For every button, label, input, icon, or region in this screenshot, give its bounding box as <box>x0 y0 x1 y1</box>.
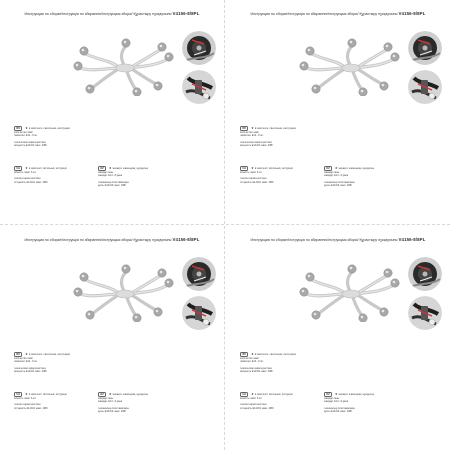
ru-line: в комплекте: светильник, инструкция <box>28 127 70 130</box>
kz-line: шамдар саны <box>324 397 340 401</box>
ua-line: кількість ламп: 8 шт. <box>240 171 263 175</box>
kz-line: шамдар саны <box>324 171 340 175</box>
ua-line: потужність E14/G9: макс. 40Вт <box>14 180 48 184</box>
lamp-fixture-illustration <box>70 262 182 322</box>
instruction-card <box>0 226 224 450</box>
language-badge: UA <box>240 392 248 397</box>
ua-line: технічні характеристики <box>240 177 267 181</box>
language-badge: RU <box>240 352 248 357</box>
ua-line: потужність E14/G9: макс. 40Вт <box>240 180 274 184</box>
kz-line: қуаты E14/G9: макс. 40Вт <box>324 183 353 187</box>
lamp-fixture-illustration <box>296 262 408 322</box>
section-ua <box>240 166 293 184</box>
star-icon: ★ <box>25 166 28 170</box>
kz-line: шамдар саны <box>98 171 114 175</box>
section-ua <box>14 166 67 184</box>
language-badge: KZ <box>98 392 106 397</box>
language-badge: KZ <box>324 392 332 397</box>
section-ru <box>14 126 70 147</box>
kz-line: техникалық сипаттамалары <box>324 180 355 184</box>
ua-line: в комплекті: світильник, інструкція <box>28 393 67 396</box>
mounting-detail-photo <box>408 70 442 104</box>
language-badge: RU <box>14 352 22 357</box>
ru-line: мощность E14/G9: макс. 40Вт <box>240 369 274 373</box>
kz-line: жинақта: шамшырақ, нұсқаулық <box>338 393 374 396</box>
ru-line: лампочки: E14 - 8 шт. <box>240 134 264 138</box>
ru-line: в комплекте: светильник, инструкция <box>254 127 296 130</box>
star-icon: ★ <box>334 166 338 170</box>
instruction-card <box>0 0 224 224</box>
card-title <box>0 11 224 16</box>
star-icon: ★ <box>108 166 112 170</box>
ru-line: лампочки: E14 - 8 шт. <box>14 360 38 364</box>
kz-line: шамдар: E14 - 8 дана <box>98 400 123 404</box>
star-icon: ★ <box>251 352 254 356</box>
ua-line: в комплекті: світильник, інструкція <box>28 167 67 170</box>
kz-line: шамдар: E14 - 8 дана <box>98 174 123 178</box>
star-icon: ★ <box>251 126 254 130</box>
star-icon: ★ <box>25 126 28 130</box>
card-title <box>226 11 450 16</box>
model-code: V4156-8/8PL <box>398 237 426 242</box>
language-badge: UA <box>14 392 22 397</box>
ru-line: количество ламп <box>14 131 33 135</box>
section-ua <box>240 392 293 410</box>
ru-line: лампочки: E14 - 8 шт. <box>240 360 264 364</box>
section-kz <box>98 166 148 187</box>
mounting-detail-photo <box>182 70 216 104</box>
model-code: V4156-8/8PL <box>172 237 200 242</box>
title-text: Инструкция по сборке/Інструкція по збиранню/Інструкцыя зборкі/ Құрастыру нұсқаулығы <box>250 12 398 16</box>
ru-line: количество ламп <box>240 131 259 135</box>
kz-line: техникалық сипаттамалары <box>98 180 129 184</box>
language-badge: KZ <box>324 166 332 171</box>
star-icon: ★ <box>334 392 338 396</box>
title-text: Инструкция по сборке/Інструкція по збиранню/Інструкцыя зборкі/ Құрастыру нұсқаулығы <box>24 12 172 16</box>
kz-line: техникалық сипаттамалары <box>324 406 355 410</box>
kz-line: техникалық сипаттамалары <box>98 406 129 410</box>
ua-line: технічні характеристики <box>14 177 41 181</box>
wiring-detail-photo <box>182 31 216 65</box>
language-badge: UA <box>14 166 22 171</box>
card-title <box>0 237 224 242</box>
kz-line: қуаты E14/G9: макс. 40Вт <box>98 183 127 187</box>
section-kz <box>324 392 374 413</box>
ua-line: кількість ламп: 8 шт. <box>14 397 37 401</box>
cut-line-horizontal <box>0 224 450 225</box>
star-icon: ★ <box>108 392 112 396</box>
title-text: Инструкция по сборке/Інструкція по збиранню/Інструкцыя зборкі/ Құрастыру нұсқаулығы <box>250 238 398 242</box>
section-kz <box>324 166 374 187</box>
wiring-detail-photo <box>408 257 442 291</box>
instruction-card <box>226 0 450 224</box>
ru-line: техническая характеристика <box>14 366 46 370</box>
kz-line: шамдар: E14 - 8 дана <box>324 400 349 404</box>
kz-line: жинақта: шамшырақ, нұсқаулық <box>338 167 374 170</box>
section-kz <box>98 392 148 413</box>
ua-line: потужність E14/G9: макс. 40Вт <box>14 406 48 410</box>
card-title <box>226 237 450 242</box>
kz-line: шамдар: E14 - 8 дана <box>324 174 349 178</box>
ru-line: лампочки: E14 - 8 шт. <box>14 134 38 138</box>
ru-line: мощность E14/G9: макс. 40Вт <box>240 143 274 147</box>
ua-line: кількість ламп: 8 шт. <box>240 397 263 401</box>
mounting-detail-photo <box>408 296 442 330</box>
language-badge: UA <box>240 166 248 171</box>
lamp-fixture-illustration <box>296 36 408 96</box>
ua-line: технічні характеристики <box>14 403 41 407</box>
title-text: Инструкция по сборке/Інструкція по збиранню/Інструкцыя зборкі/ Құрастыру нұсқаулығы <box>24 238 172 242</box>
section-ru <box>240 352 296 373</box>
wiring-detail-photo <box>408 31 442 65</box>
star-icon: ★ <box>251 392 254 396</box>
ua-line: кількість ламп: 8 шт. <box>14 171 37 175</box>
language-badge: KZ <box>98 166 106 171</box>
section-ua <box>14 392 67 410</box>
mounting-detail-photo <box>182 296 216 330</box>
kz-line: жинақта: шамшырақ, нұсқаулық <box>112 167 148 170</box>
kz-line: жинақта: шамшырақ, нұсқаулық <box>112 393 148 396</box>
ru-line: техническая характеристика <box>240 140 272 144</box>
ru-line: мощность E14/G9: макс. 40Вт <box>14 143 48 147</box>
ua-line: потужність E14/G9: макс. 40Вт <box>240 406 274 410</box>
kz-line: қуаты E14/G9: макс. 40Вт <box>324 409 353 413</box>
ru-line: количество ламп <box>240 357 259 361</box>
section-ru <box>240 126 296 147</box>
wiring-detail-photo <box>182 257 216 291</box>
model-code: V4156-8/8PL <box>172 11 200 16</box>
ru-line: в комплекте: светильник, инструкция <box>28 353 70 356</box>
ua-line: технічні характеристики <box>240 403 267 407</box>
cut-line-vertical <box>224 0 225 450</box>
section-ru <box>14 352 70 373</box>
kz-line: шамдар саны <box>98 397 114 401</box>
ru-line: количество ламп <box>14 357 33 361</box>
star-icon: ★ <box>251 166 254 170</box>
language-badge: RU <box>240 126 248 131</box>
instruction-card <box>226 226 450 450</box>
ru-line: техническая характеристика <box>240 366 272 370</box>
ru-line: мощность E14/G9: макс. 40Вт <box>14 369 48 373</box>
kz-line: қуаты E14/G9: макс. 40Вт <box>98 409 127 413</box>
star-icon: ★ <box>25 392 28 396</box>
model-code: V4156-8/8PL <box>398 11 426 16</box>
lamp-fixture-illustration <box>70 36 182 96</box>
ua-line: в комплекті: світильник, інструкція <box>254 393 293 396</box>
ru-line: техническая характеристика <box>14 140 46 144</box>
star-icon: ★ <box>25 352 28 356</box>
ua-line: в комплекті: світильник, інструкція <box>254 167 293 170</box>
language-badge: RU <box>14 126 22 131</box>
ru-line: в комплекте: светильник, инструкция <box>254 353 296 356</box>
